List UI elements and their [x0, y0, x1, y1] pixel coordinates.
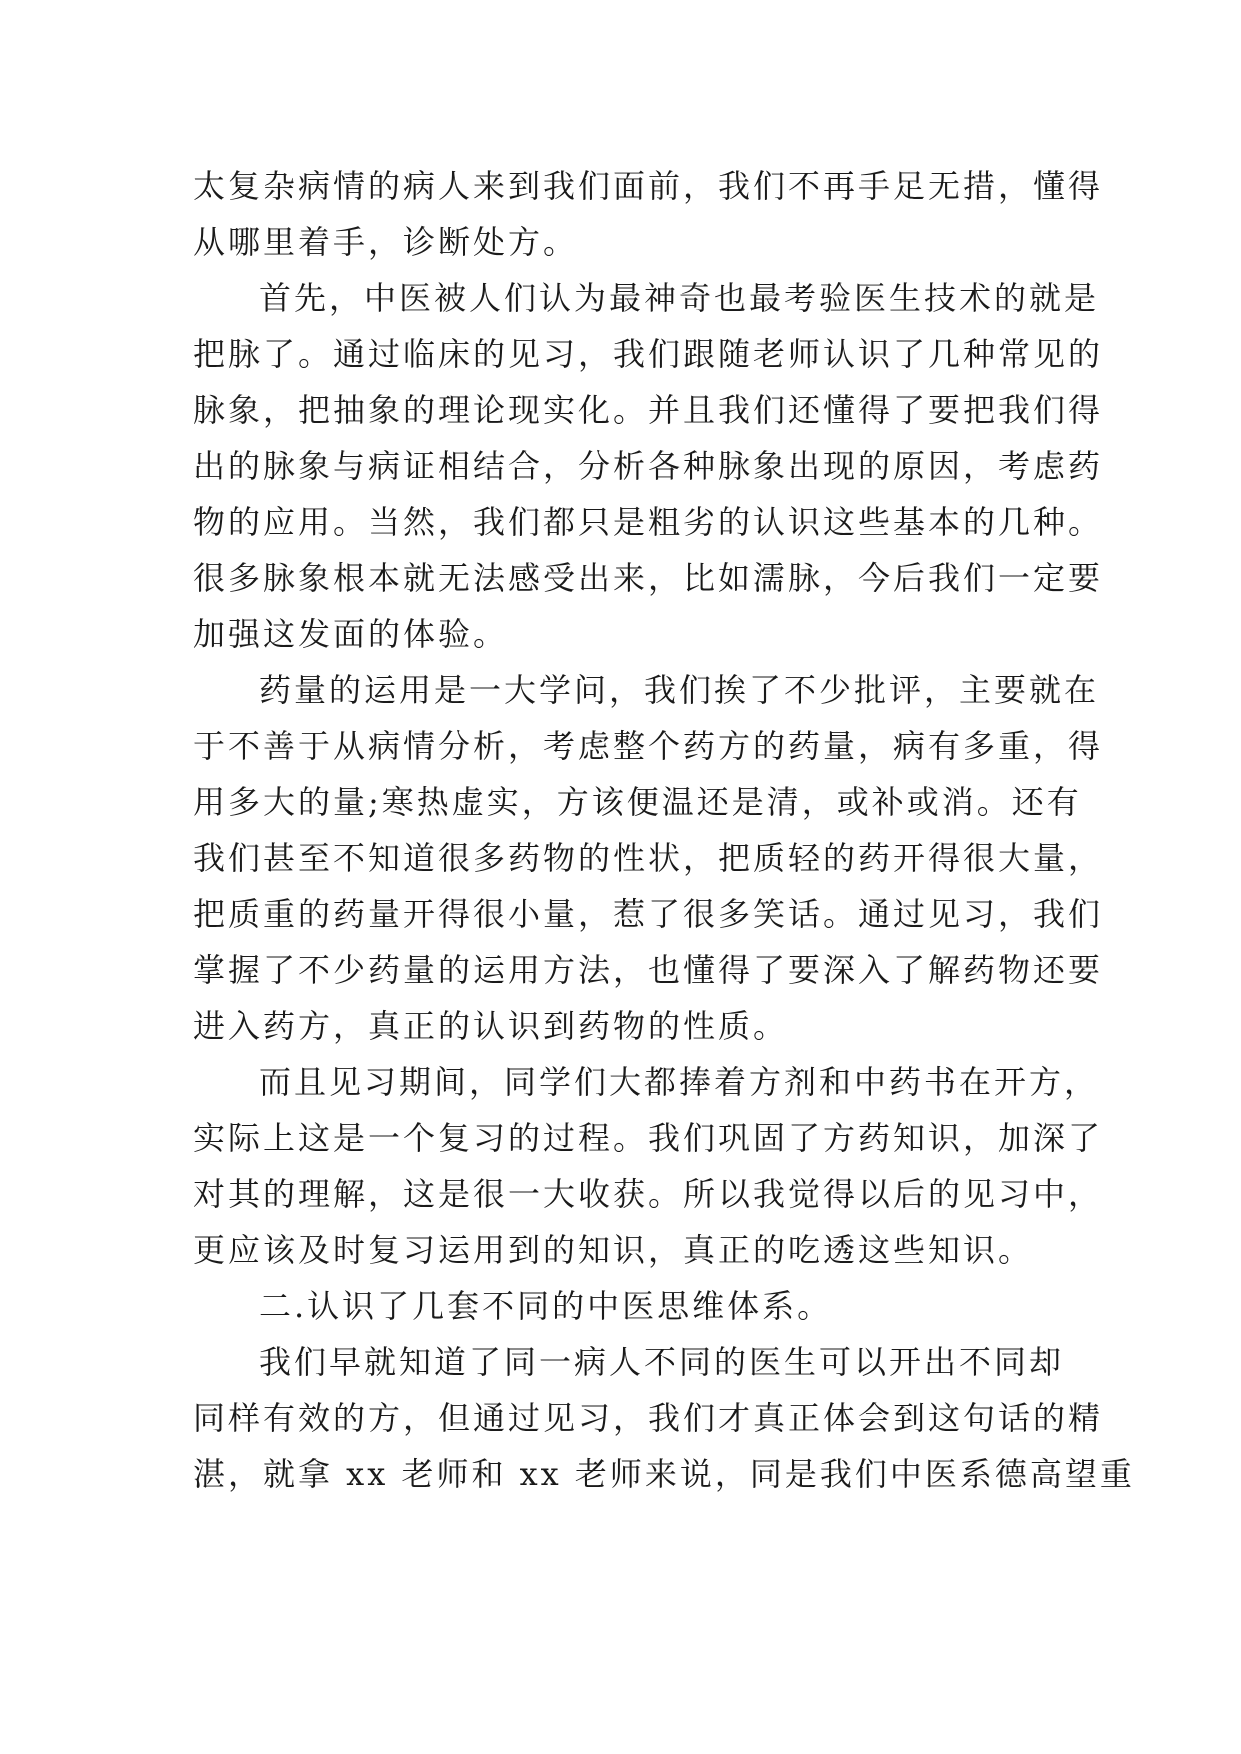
text-line: 把质重的药量开得很小量，惹了很多笑话。通过见习，我们: [193, 895, 1104, 933]
text-line: 加强这发面的体验。: [193, 615, 509, 653]
text-line: 我们甚至不知道很多药物的性状，把质轻的药开得很大量，: [193, 839, 1104, 877]
text-line: 首先，中医被人们认为最神奇也最考验医生技术的就是: [259, 279, 1100, 317]
text-line: 出的脉象与病证相结合，分析各种脉象出现的原因，考虑药: [193, 447, 1104, 485]
text-line: 太复杂病情的病人来到我们面前，我们不再手足无措，懂得: [193, 167, 1104, 205]
text-line: 二.认识了几套不同的中医思维体系。: [259, 1287, 833, 1325]
text-line: 对其的理解，这是很一大收获。所以我觉得以后的见习中，: [193, 1175, 1104, 1213]
text-line: 药量的运用是一大学问，我们挨了不少批评，主要就在: [259, 671, 1100, 709]
text-line: 掌握了不少药量的运用方法，也懂得了要深入了解药物还要: [193, 951, 1104, 989]
text-line: 同样有效的方，但通过见习，我们才真正体会到这句话的精: [193, 1399, 1104, 1437]
text-line: 用多大的量;寒热虚实，方该便温还是清，或补或消。还有: [193, 783, 1082, 821]
text-line: 把脉了。通过临床的见习，我们跟随老师认识了几种常见的: [193, 335, 1104, 373]
text-line: 我们早就知道了同一病人不同的医生可以开出不同却: [259, 1343, 1065, 1381]
text-line: 更应该及时复习运用到的知识，真正的吃透这些知识。: [193, 1231, 1034, 1269]
text-line: 很多脉象根本就无法感受出来，比如濡脉，今后我们一定要: [193, 559, 1104, 597]
text-line: 湛，就拿 xx 老师和 xx 老师来说，同是我们中医系德高望重: [193, 1455, 1135, 1493]
document-body: [193, 158, 1135, 1502]
text-line: 从哪里着手，诊断处方。: [193, 223, 579, 261]
text-line: 进入药方，真正的认识到药物的性质。: [193, 1007, 789, 1045]
text-line: 实际上这是一个复习的过程。我们巩固了方药知识，加深了: [193, 1119, 1104, 1157]
text-line: 脉象，把抽象的理论现实化。并且我们还懂得了要把我们得: [193, 391, 1104, 429]
text-line: 而且见习期间，同学们大都捧着方剂和中药书在开方，: [259, 1063, 1100, 1101]
text-line: 于不善于从病情分析，考虑整个药方的药量，病有多重，得: [193, 727, 1104, 765]
text-line: 物的应用。当然，我们都只是粗劣的认识这些基本的几种。: [193, 503, 1104, 541]
